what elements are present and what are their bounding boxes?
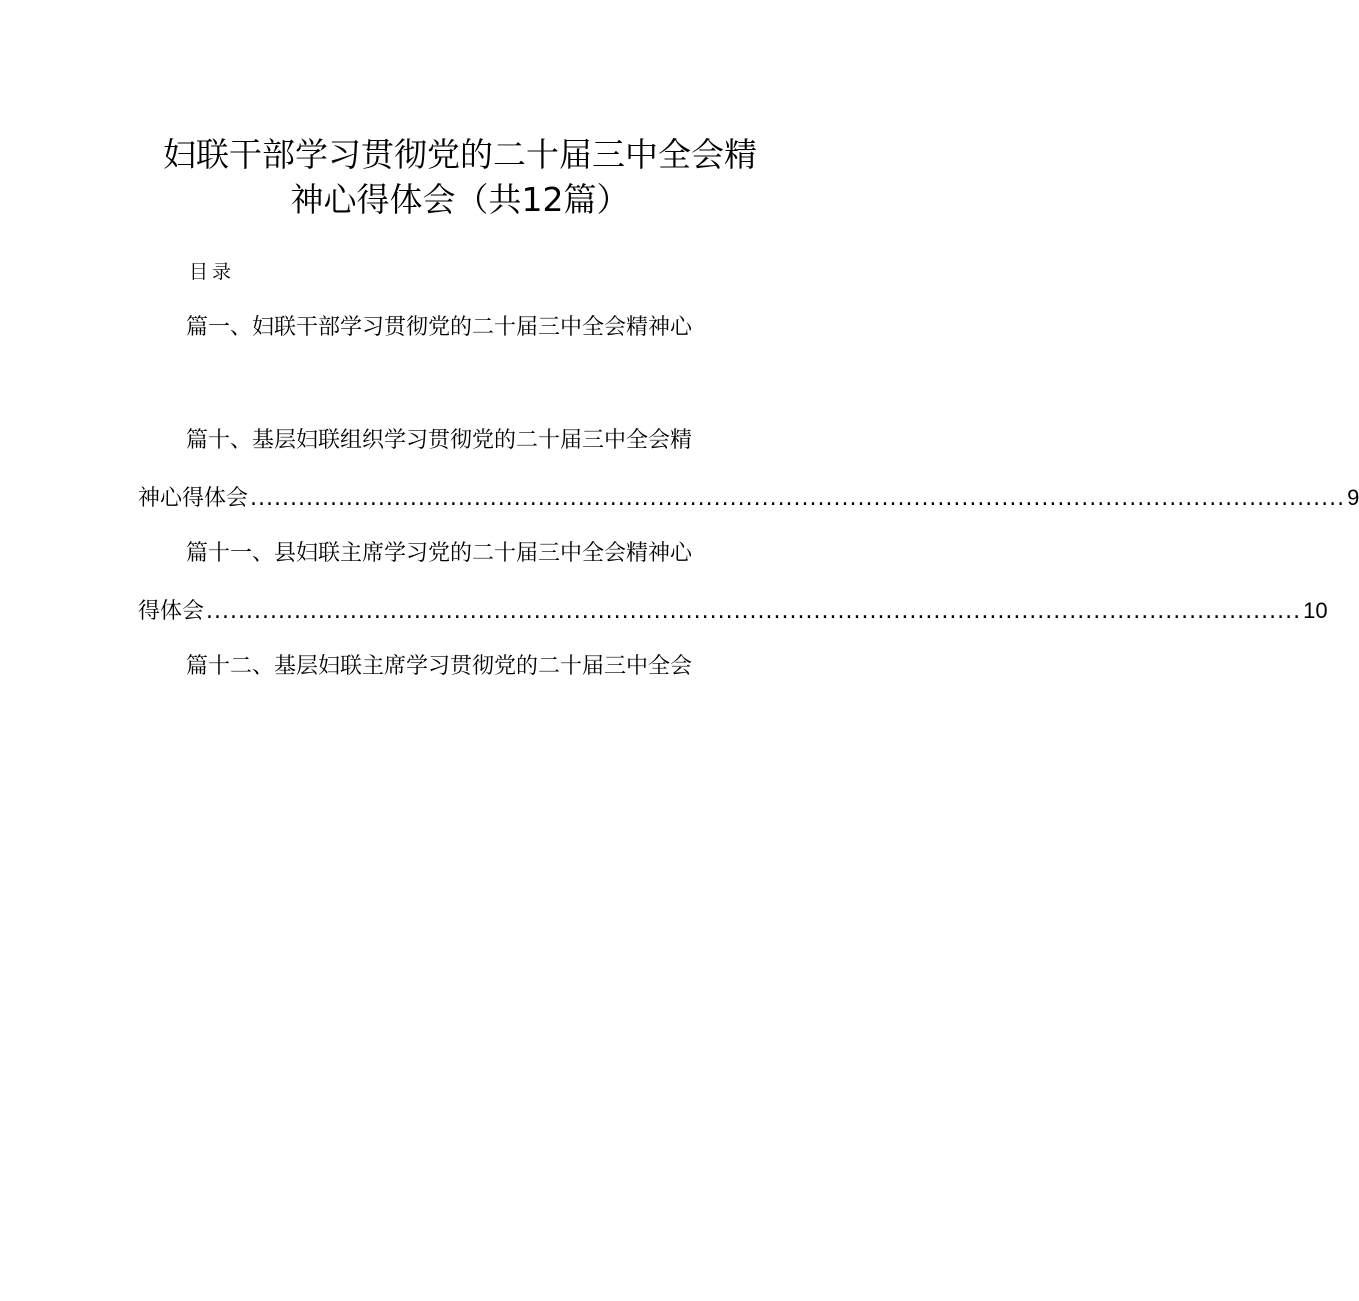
toc-entry-11-line-1[interactable]: 篇十一、县妇联主席学习党的二十届三中全会精神心	[186, 541, 693, 566]
page-title-line-1: 妇联干部学习贯彻党的二十届三中全会精	[163, 135, 757, 174]
toc-entry-10-page-number: 9	[1347, 485, 1359, 510]
toc-entry-11-line-2[interactable]	[138, 596, 1328, 627]
toc-entry-11-page-number: 10	[1303, 598, 1328, 623]
toc-entry-11-label: 得体会	[138, 599, 205, 624]
toc-dot-leader: .........................................................................................................................................	[206, 599, 1302, 624]
toc-entry-10-label: 神心得体会	[138, 486, 249, 511]
page-title-line-2: 神心得体会（共12篇）	[290, 180, 630, 219]
toc-dot-leader: .........................................................................................................................................	[250, 486, 1346, 511]
toc-entry-1-line-1[interactable]: 篇一、妇联干部学习贯彻党的二十届三中全会精神心	[186, 315, 693, 340]
toc-entry-12-line-1[interactable]: 篇十二、基层妇联主席学习贯彻党的二十届三中全会	[186, 654, 693, 679]
toc-entry-10-line-2[interactable]	[138, 483, 1359, 514]
toc-heading: 目录	[189, 261, 236, 283]
toc-entry-10-line-1[interactable]: 篇十、基层妇联组织学习贯彻党的二十届三中全会精	[186, 428, 693, 453]
